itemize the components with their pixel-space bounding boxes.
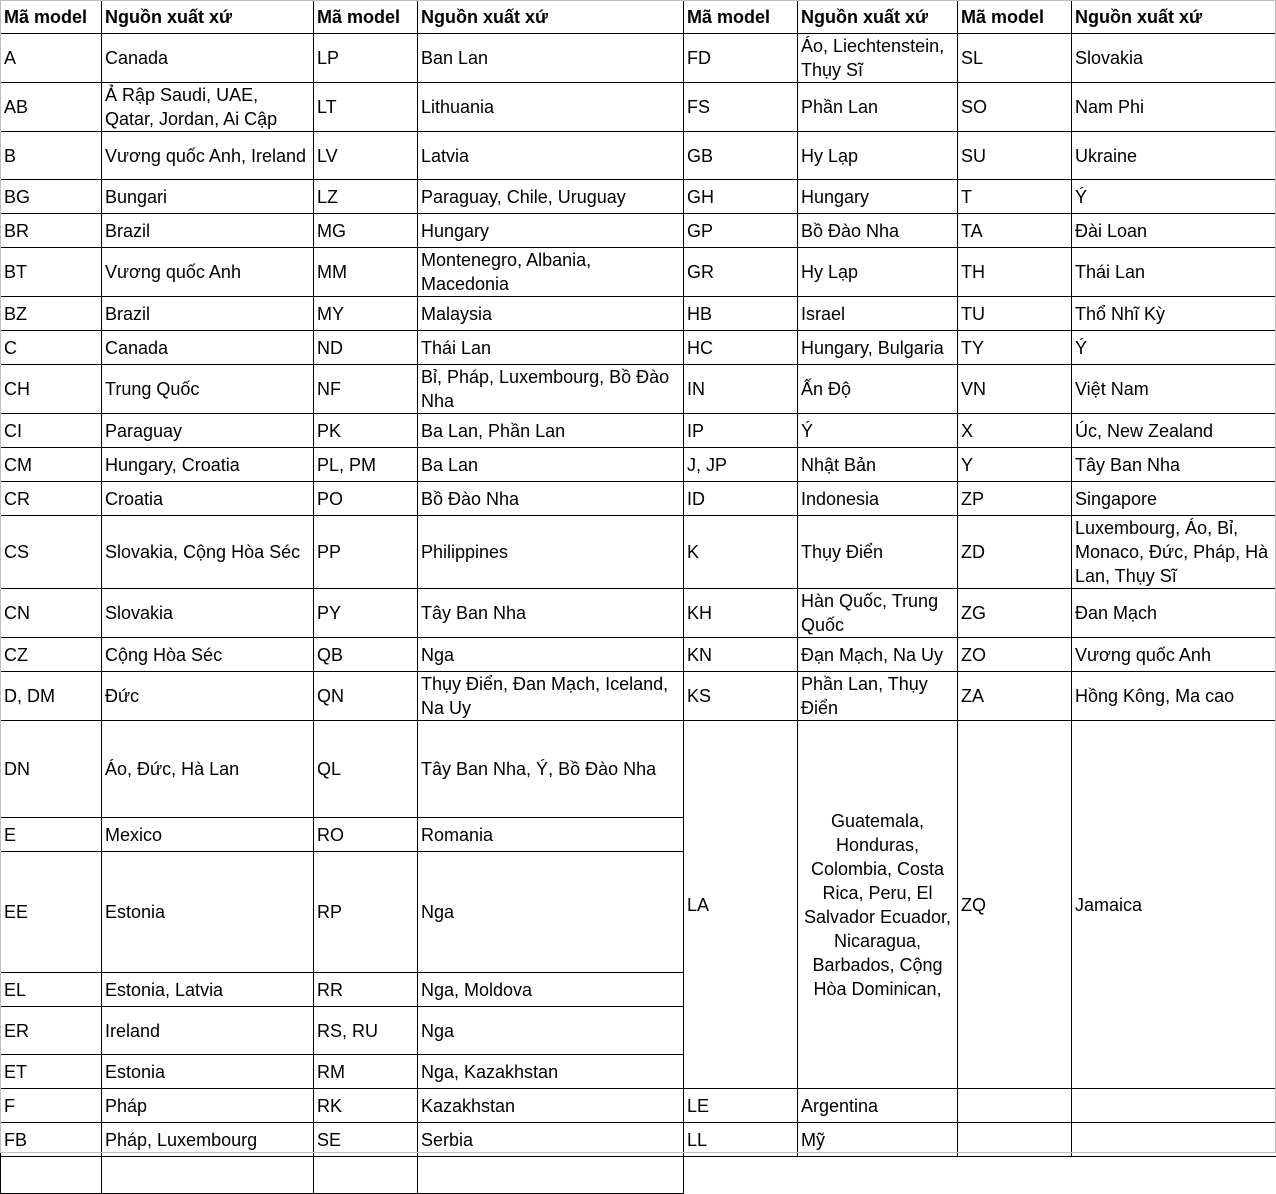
model-code (1, 1157, 102, 1194)
table-row (1, 448, 1276, 482)
table-row (1, 297, 1276, 331)
model-code: LL (684, 1123, 798, 1157)
origin: Bỉ, Pháp, Luxembourg, Bồ Đào Nha (418, 365, 684, 414)
origin: Serbia (418, 1123, 684, 1157)
model-code: RO (314, 818, 418, 852)
origin: Malaysia (418, 297, 684, 331)
model-code: KH (684, 589, 798, 638)
origin: Trung Quốc (102, 365, 314, 414)
model-code: MG (314, 214, 418, 248)
origin: Cộng Hòa Séc (102, 638, 314, 672)
model-code: ZD (958, 516, 1072, 589)
origin: Canada (102, 331, 314, 365)
table-row (1, 589, 1276, 638)
model-code: FD (684, 34, 798, 83)
origin: Hungary, Croatia (102, 448, 314, 482)
origin: Ý (1072, 331, 1276, 365)
model-code: FS (684, 83, 798, 132)
origin: Vương quốc Anh (102, 248, 314, 297)
model-code (958, 1123, 1072, 1157)
model-code: GP (684, 214, 798, 248)
model-code: J, JP (684, 448, 798, 482)
model-code: K (684, 516, 798, 589)
model-code: CH (1, 365, 102, 414)
model-code: LT (314, 83, 418, 132)
origin: Nga (418, 1007, 684, 1055)
model-code: Y (958, 448, 1072, 482)
origin: Philippines (418, 516, 684, 589)
origin: Thụy Điển, Đan Mạch, Iceland, Na Uy (418, 672, 684, 721)
origin: Vương quốc Anh (1072, 638, 1276, 672)
origin: Đan Mạch (1072, 589, 1276, 638)
model-code: ZA (958, 672, 1072, 721)
model-code: X (958, 414, 1072, 448)
model-code: MM (314, 248, 418, 297)
origin: Latvia (418, 132, 684, 180)
origin (1072, 1123, 1276, 1157)
table-row (1, 721, 1276, 818)
table-row (1, 1123, 1276, 1157)
model-code: TY (958, 331, 1072, 365)
model-code: HB (684, 297, 798, 331)
model-code: EL (1, 973, 102, 1007)
model-code: DN (1, 721, 102, 818)
model-code: VN (958, 365, 1072, 414)
table-row (1, 482, 1276, 516)
origin: Đạn Mạch, Na Uy (798, 638, 958, 672)
model-code: SE (314, 1123, 418, 1157)
model-code: LP (314, 34, 418, 83)
model-code: KS (684, 672, 798, 721)
origin: Hàn Quốc, Trung Quốc (798, 589, 958, 638)
model-code: QB (314, 638, 418, 672)
header-code-1: Mã model (1, 1, 102, 34)
header-code-3: Mã model (684, 1, 798, 34)
origin: Slovakia, Cộng Hòa Séc (102, 516, 314, 589)
table-row (1, 1089, 1276, 1123)
model-code: RM (314, 1055, 418, 1089)
origin: Bồ Đào Nha (798, 214, 958, 248)
model-code: PL, PM (314, 448, 418, 482)
origin: Hungary (418, 214, 684, 248)
origin: Canada (102, 34, 314, 83)
origin: Romania (418, 818, 684, 852)
model-code: B (1, 132, 102, 180)
origin: Tây Ban Nha (1072, 448, 1276, 482)
model-code: GR (684, 248, 798, 297)
origin: Phần Lan (798, 83, 958, 132)
origin: Vương quốc Anh, Ireland (102, 132, 314, 180)
origin: Pháp, Luxembourg (102, 1123, 314, 1157)
model-code: KN (684, 638, 798, 672)
model-code: LE (684, 1089, 798, 1123)
header-row (1, 1, 1276, 34)
model-code: FB (1, 1123, 102, 1157)
model-code: CR (1, 482, 102, 516)
origin: Ả Rập Saudi, UAE, Qatar, Jordan, Ai Cập (102, 83, 314, 132)
origin: Slovakia (1072, 34, 1276, 83)
model-code: BR (1, 214, 102, 248)
origin: Bồ Đào Nha (418, 482, 684, 516)
origin: Hồng Kông, Ma cao (1072, 672, 1276, 721)
origin: Luxembourg, Áo, Bỉ, Monaco, Đức, Pháp, Hà Lan, Thụy Sĩ (1072, 516, 1276, 589)
origin: Ấn Độ (798, 365, 958, 414)
origin: Ban Lan (418, 34, 684, 83)
model-code: PP (314, 516, 418, 589)
model-code: SU (958, 132, 1072, 180)
model-code: E (1, 818, 102, 852)
model-code: ET (1, 1055, 102, 1089)
origin: Argentina (798, 1089, 958, 1123)
model-code: RK (314, 1089, 418, 1123)
origin: Nga, Moldova (418, 973, 684, 1007)
model-code: CM (1, 448, 102, 482)
table-row (1, 516, 1276, 589)
origin: Mexico (102, 818, 314, 852)
origin: Slovakia (102, 589, 314, 638)
table-row (1, 638, 1276, 672)
model-code: TH (958, 248, 1072, 297)
origin: Israel (798, 297, 958, 331)
origin: Áo, Đức, Hà Lan (102, 721, 314, 818)
model-code: CN (1, 589, 102, 638)
model-code: LZ (314, 180, 418, 214)
header-origin-3: Nguồn xuất xứ (798, 1, 958, 34)
model-code: BT (1, 248, 102, 297)
origin: Estonia (102, 852, 314, 973)
model-code: QN (314, 672, 418, 721)
origin: Montenegro, Albania, Macedonia (418, 248, 684, 297)
model-code: SO (958, 83, 1072, 132)
model-code: D, DM (1, 672, 102, 721)
model-code: ER (1, 1007, 102, 1055)
model-code: RS, RU (314, 1007, 418, 1055)
origin: Lithuania (418, 83, 684, 132)
origin: Jamaica (1072, 721, 1276, 1089)
table-row (1, 365, 1276, 414)
table-row (1, 414, 1276, 448)
model-code: AB (1, 83, 102, 132)
origin: Brazil (102, 297, 314, 331)
model-code: SL (958, 34, 1072, 83)
origin: Úc, New Zealand (1072, 414, 1276, 448)
origin: Ukraine (1072, 132, 1276, 180)
origin: Hungary, Bulgaria (798, 331, 958, 365)
model-code: RR (314, 973, 418, 1007)
model-code: NF (314, 365, 418, 414)
header-origin-4: Nguồn xuất xứ (1072, 1, 1276, 34)
model-code: ZO (958, 638, 1072, 672)
origin: Croatia (102, 482, 314, 516)
model-code: GH (684, 180, 798, 214)
origin: Hy Lạp (798, 132, 958, 180)
table-row (1, 1157, 1276, 1194)
origin: Ba Lan (418, 448, 684, 482)
origin: Brazil (102, 214, 314, 248)
origin: Ireland (102, 1007, 314, 1055)
model-code: IN (684, 365, 798, 414)
header-origin-1: Nguồn xuất xứ (102, 1, 314, 34)
model-code: PY (314, 589, 418, 638)
model-code: ID (684, 482, 798, 516)
model-code: PK (314, 414, 418, 448)
model-code: RP (314, 852, 418, 973)
model-code: CS (1, 516, 102, 589)
origin: Mỹ (798, 1123, 958, 1157)
origin: Bungari (102, 180, 314, 214)
origin: Tây Ban Nha, Ý, Bồ Đào Nha (418, 721, 684, 818)
origin: Singapore (1072, 482, 1276, 516)
origin (1072, 1089, 1276, 1123)
model-code: CZ (1, 638, 102, 672)
origin (418, 1157, 684, 1194)
origin: Việt Nam (1072, 365, 1276, 414)
origin: Guatemala, Honduras, Colombia, Costa Rica, Peru, El Salvador Ecuador, Nicaragua, Barbados, Cộng Hòa Dominican, (798, 721, 958, 1089)
origin: Đài Loan (1072, 214, 1276, 248)
table-row (1, 180, 1276, 214)
header-code-2: Mã model (314, 1, 418, 34)
origin: Đức (102, 672, 314, 721)
origin: Nga (418, 852, 684, 973)
origin: Nga, Kazakhstan (418, 1055, 684, 1089)
model-code: HC (684, 331, 798, 365)
origin: Thổ Nhĩ Kỳ (1072, 297, 1276, 331)
model-code: ZG (958, 589, 1072, 638)
model-code: A (1, 34, 102, 83)
origin: Ba Lan, Phần Lan (418, 414, 684, 448)
origin: Estonia (102, 1055, 314, 1089)
model-code: LA (684, 721, 798, 1089)
model-code: LV (314, 132, 418, 180)
model-code: ND (314, 331, 418, 365)
model-code (958, 1089, 1072, 1123)
table-row (1, 331, 1276, 365)
header-code-4: Mã model (958, 1, 1072, 34)
model-code: EE (1, 852, 102, 973)
model-code: TU (958, 297, 1072, 331)
model-code: MY (314, 297, 418, 331)
table-row (1, 672, 1276, 721)
origin: Pháp (102, 1089, 314, 1123)
origin: Hy Lạp (798, 248, 958, 297)
table-row (1, 34, 1276, 83)
origin: Áo, Liechtenstein, Thụy Sĩ (798, 34, 958, 83)
model-code: C (1, 331, 102, 365)
table-row (1, 248, 1276, 297)
model-code: ZP (958, 482, 1072, 516)
origin: Nga (418, 638, 684, 672)
origin: Paraguay, Chile, Uruguay (418, 180, 684, 214)
model-code: GB (684, 132, 798, 180)
model-code: BG (1, 180, 102, 214)
origin: Paraguay (102, 414, 314, 448)
table-row (1, 214, 1276, 248)
origin (102, 1157, 314, 1194)
origin: Thụy Điển (798, 516, 958, 589)
origin: Thái Lan (418, 331, 684, 365)
model-code: BZ (1, 297, 102, 331)
model-code: ZQ (958, 721, 1072, 1089)
model-code: T (958, 180, 1072, 214)
origin: Nam Phi (1072, 83, 1276, 132)
model-code: F (1, 1089, 102, 1123)
model-code: QL (314, 721, 418, 818)
table-row (1, 83, 1276, 132)
header-origin-2: Nguồn xuất xứ (418, 1, 684, 34)
model-code: IP (684, 414, 798, 448)
origin: Thái Lan (1072, 248, 1276, 297)
origin: Hungary (798, 180, 958, 214)
model-code: PO (314, 482, 418, 516)
origin: Indonesia (798, 482, 958, 516)
model-code: TA (958, 214, 1072, 248)
origin: Ý (798, 414, 958, 448)
model-code (314, 1157, 418, 1194)
origin: Phần Lan, Thụy Điển (798, 672, 958, 721)
origin: Ý (1072, 180, 1276, 214)
origin: Tây Ban Nha (418, 589, 684, 638)
origin: Nhật Bản (798, 448, 958, 482)
origin: Estonia, Latvia (102, 973, 314, 1007)
empty-area (684, 1157, 1276, 1194)
origin: Kazakhstan (418, 1089, 684, 1123)
model-code: CI (1, 414, 102, 448)
table-row (1, 132, 1276, 180)
